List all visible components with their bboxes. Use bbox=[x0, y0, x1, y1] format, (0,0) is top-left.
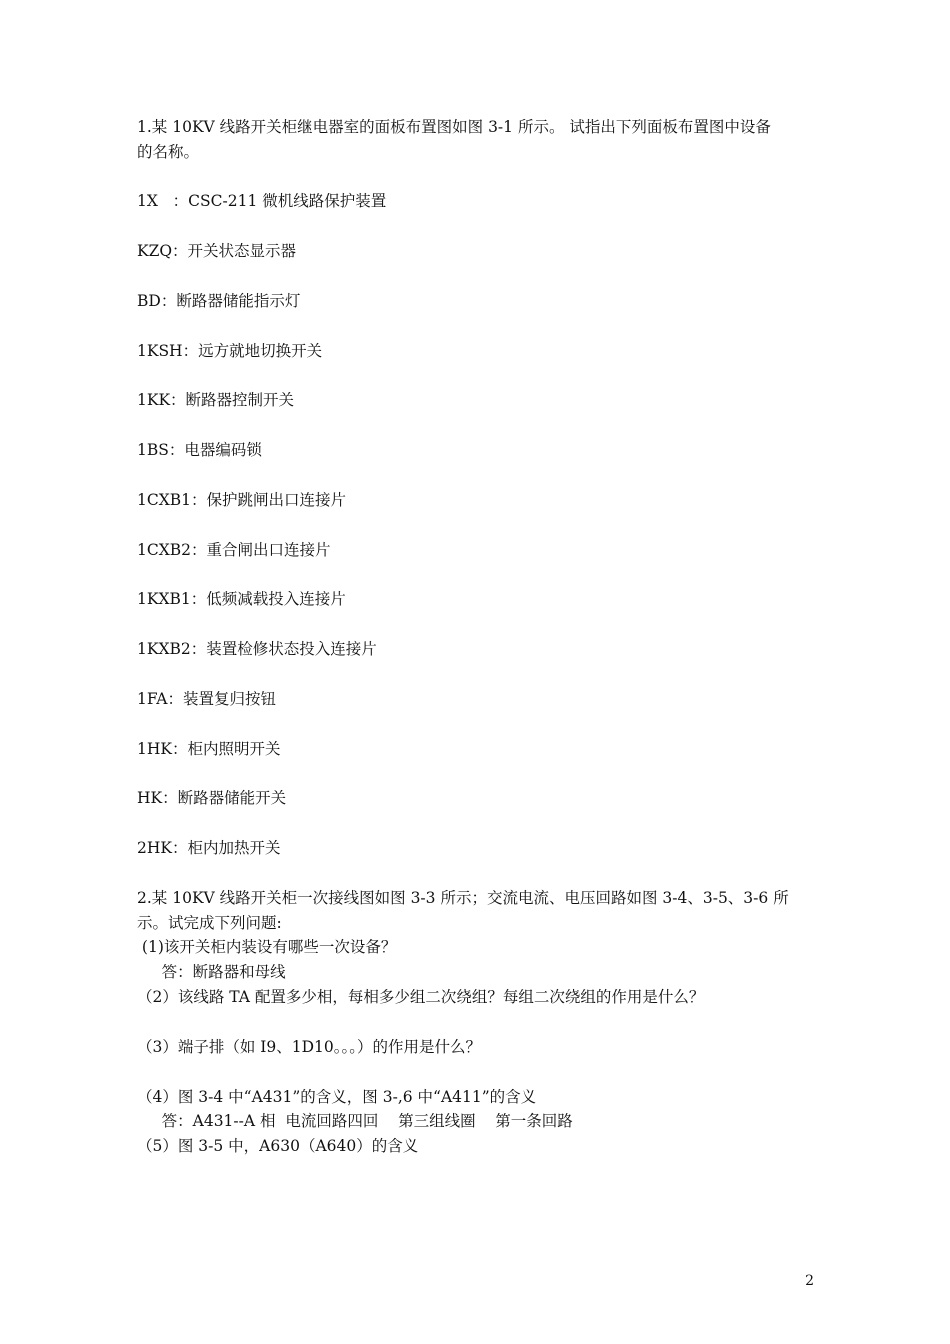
answer-4: 答：A431--A 相 电流回路四回 第三组线圈 第一条回路 bbox=[137, 1112, 573, 1130]
sub-question-1: (1)该开关柜内装设有哪些一次设备？ bbox=[137, 938, 397, 956]
device-item: 1X ：CSC-211 微机线路保护装置 bbox=[137, 192, 387, 210]
sub-question-4: （4）图 3-4 中“A431”的含义，图 3-,6 中“A411”的含义 bbox=[137, 1088, 537, 1106]
sub-question-2: （2）该线路 TA 配置多少相，每相多少组二次绕组？每组二次绕组的作用是什么？ bbox=[137, 988, 705, 1006]
device-item: 1HK：柜内照明开关 bbox=[137, 740, 281, 758]
sub-question-3: （3）端子排（如 I9、1D10。。。）的作用是什么？ bbox=[137, 1038, 482, 1056]
question-1-line-1: 1.某 10KV 线路开关柜继电器室的面板布置图如图 3-1 所示。 试指出下列面板布置图中设备 bbox=[137, 118, 771, 136]
question-2-intro-line-1: 2.某 10KV 线路开关柜一次接线图如图 3-3 所示；交流电流、电压回路如图 3-4、3-5、3-6 所 bbox=[137, 889, 789, 907]
device-item: 1FA：装置复归按钮 bbox=[137, 690, 276, 708]
device-item: KZQ：开关状态显示器 bbox=[137, 242, 297, 260]
device-item: 1CXB2：重合闸出口连接片 bbox=[137, 541, 331, 559]
device-item: BD：断路器储能指示灯 bbox=[137, 292, 301, 310]
device-item: HK：断路器储能开关 bbox=[137, 789, 287, 807]
device-item: 1CXB1：保护跳闸出口连接片 bbox=[137, 491, 347, 509]
question-2-intro-line-2: 示。试完成下列问题: bbox=[137, 914, 282, 932]
device-item: 1BS：电器编码锁 bbox=[137, 441, 262, 459]
device-item: 1KXB1：低频减载投入连接片 bbox=[137, 590, 346, 608]
device-item: 1KSH：远方就地切换开关 bbox=[137, 342, 323, 360]
sub-question-5: （5）图 3-5 中，A630（A640）的含义 bbox=[137, 1137, 419, 1155]
device-item: 1KXB2：装置检修状态投入连接片 bbox=[137, 640, 377, 658]
question-1-line-2: 的名称。 bbox=[137, 143, 200, 161]
device-item: 2HK：柜内加热开关 bbox=[137, 839, 281, 857]
answer-1: 答：断路器和母线 bbox=[137, 963, 286, 981]
page-number: 2 bbox=[805, 1273, 814, 1289]
device-item: 1KK：断路器控制开关 bbox=[137, 391, 295, 409]
